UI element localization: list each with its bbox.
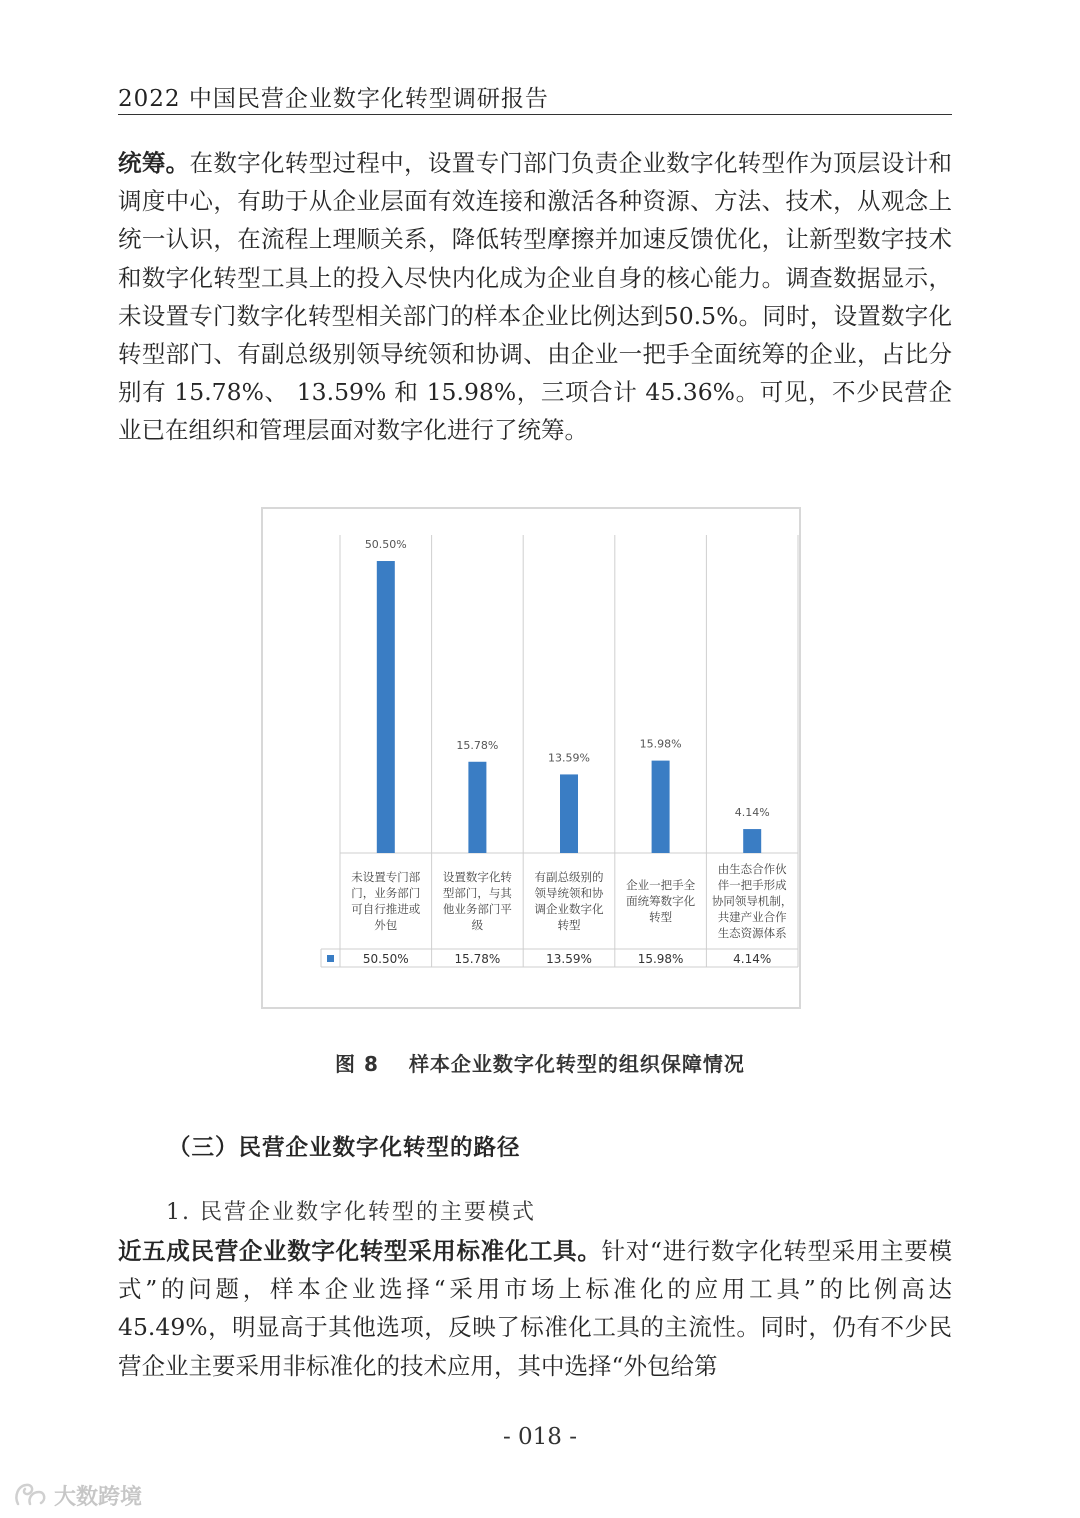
section-heading: （三）民营企业数字化转型的路径 bbox=[168, 1135, 521, 1161]
figure-caption-text: 样本企业数字化转型的组织保障情况 bbox=[408, 1052, 745, 1076]
category-label: 由生态合作伙 bbox=[717, 862, 787, 876]
watermark-text: 大数跨境 bbox=[54, 1484, 143, 1510]
legend-key bbox=[327, 955, 334, 962]
category-label: 领导统领和协 bbox=[534, 886, 604, 900]
page-number: - 018 - bbox=[502, 1424, 578, 1450]
category-label: 未设置专门部 bbox=[351, 870, 421, 884]
bar bbox=[468, 762, 486, 853]
category-label: 有副总级别的 bbox=[534, 870, 604, 884]
data-label: 15.78% bbox=[456, 738, 499, 752]
category-label: 设置数字化转 bbox=[442, 870, 512, 884]
data-label: 15.98% bbox=[639, 737, 682, 751]
table-cell: 13.59% bbox=[546, 952, 592, 966]
table-cell: 15.98% bbox=[637, 952, 684, 966]
category-label: 可自行推进或 bbox=[351, 902, 421, 916]
category-label: 共建产业合作 bbox=[717, 910, 787, 924]
data-label: 4.14% bbox=[734, 806, 770, 820]
category-label: 型部门，与其 bbox=[442, 886, 512, 900]
category-label: 级 bbox=[471, 918, 484, 932]
bar bbox=[377, 561, 395, 853]
figure-number: 图 8 bbox=[335, 1052, 379, 1076]
category-label: 调企业数字化 bbox=[534, 902, 604, 916]
category-label: 生态资源体系 bbox=[717, 926, 787, 940]
bar bbox=[652, 761, 670, 853]
category-label: 企业一把手全 bbox=[626, 878, 696, 892]
running-header: 2022 中国民营企业数字化转型调研报告 bbox=[118, 86, 549, 112]
bar-chart bbox=[263, 509, 803, 1011]
category-label: 面统筹数字化 bbox=[626, 894, 696, 908]
category-label: 协同领导机制， bbox=[711, 894, 793, 908]
table-cell: 50.50% bbox=[362, 952, 409, 966]
paragraph-lead-bold: 近五成民营企业数字化转型采用标准化工具。 bbox=[118, 1237, 602, 1265]
category-label: 转型 bbox=[557, 918, 581, 932]
data-label: 13.59% bbox=[548, 751, 590, 765]
watermark bbox=[12, 1478, 142, 1512]
header-divider bbox=[118, 114, 952, 115]
subsection-heading: 1. 民营企业数字化转型的主要模式 bbox=[166, 1200, 536, 1225]
category-label: 伴一把手形成 bbox=[717, 878, 787, 892]
table-cell: 15.78% bbox=[454, 952, 501, 966]
paragraph-lead-bold: 统筹。 bbox=[118, 149, 190, 177]
category-label: 他业务部门平 bbox=[442, 902, 512, 916]
bar-chart-figure bbox=[261, 507, 801, 1009]
paragraph-body: 在数字化转型过程中，设置专门部门负责企业数字化转型作为顶层设计和调度中心，有助于从企业层面有效连接和激活各种资源、方法、技术，从观念上统一认识，在流程上理顺关系，降低转型摩擦并加速反馈优化，让新型数字技术和数字化转型工具上的投入尽快内化成为企业自身的核心能力。调查数据显示，未设置专门数字化转型相关部门的样本企业比例达到50.5%。同时，设置数字化转型部门、有副总级别领导统领和协调、由企业一把手全面统筹的企业，占比分别有 15.78%、 13.59% 和 15.98%，三项合计 45.36%。可见，不少民营企业已在组织和管理层面对数字化进行了统筹。 bbox=[118, 149, 952, 445]
paragraph-organization bbox=[118, 144, 952, 450]
category-label: 转型 bbox=[649, 910, 673, 924]
table-cell: 4.14% bbox=[733, 952, 772, 966]
category-label: 外包 bbox=[374, 918, 398, 932]
bar bbox=[743, 829, 761, 853]
category-label: 门，业务部门 bbox=[351, 886, 421, 900]
watermark-logo-icon bbox=[12, 1480, 48, 1510]
paragraph-body: 针对“进行数字化转型采用主要模式”的问题，样本企业选择“采用市场上标准化的应用工具”的比例高达 45.49%，明显高于其他选项，反映了标准化工具的主流性。同时，仍有不少民营企业主要采用非标准化的技术应用，其中选择“外包给第 bbox=[118, 1237, 953, 1380]
bar bbox=[560, 774, 578, 853]
figure-caption bbox=[0, 1048, 1080, 1077]
data-label: 50.50% bbox=[364, 538, 407, 552]
paragraph-patterns bbox=[118, 1232, 952, 1385]
